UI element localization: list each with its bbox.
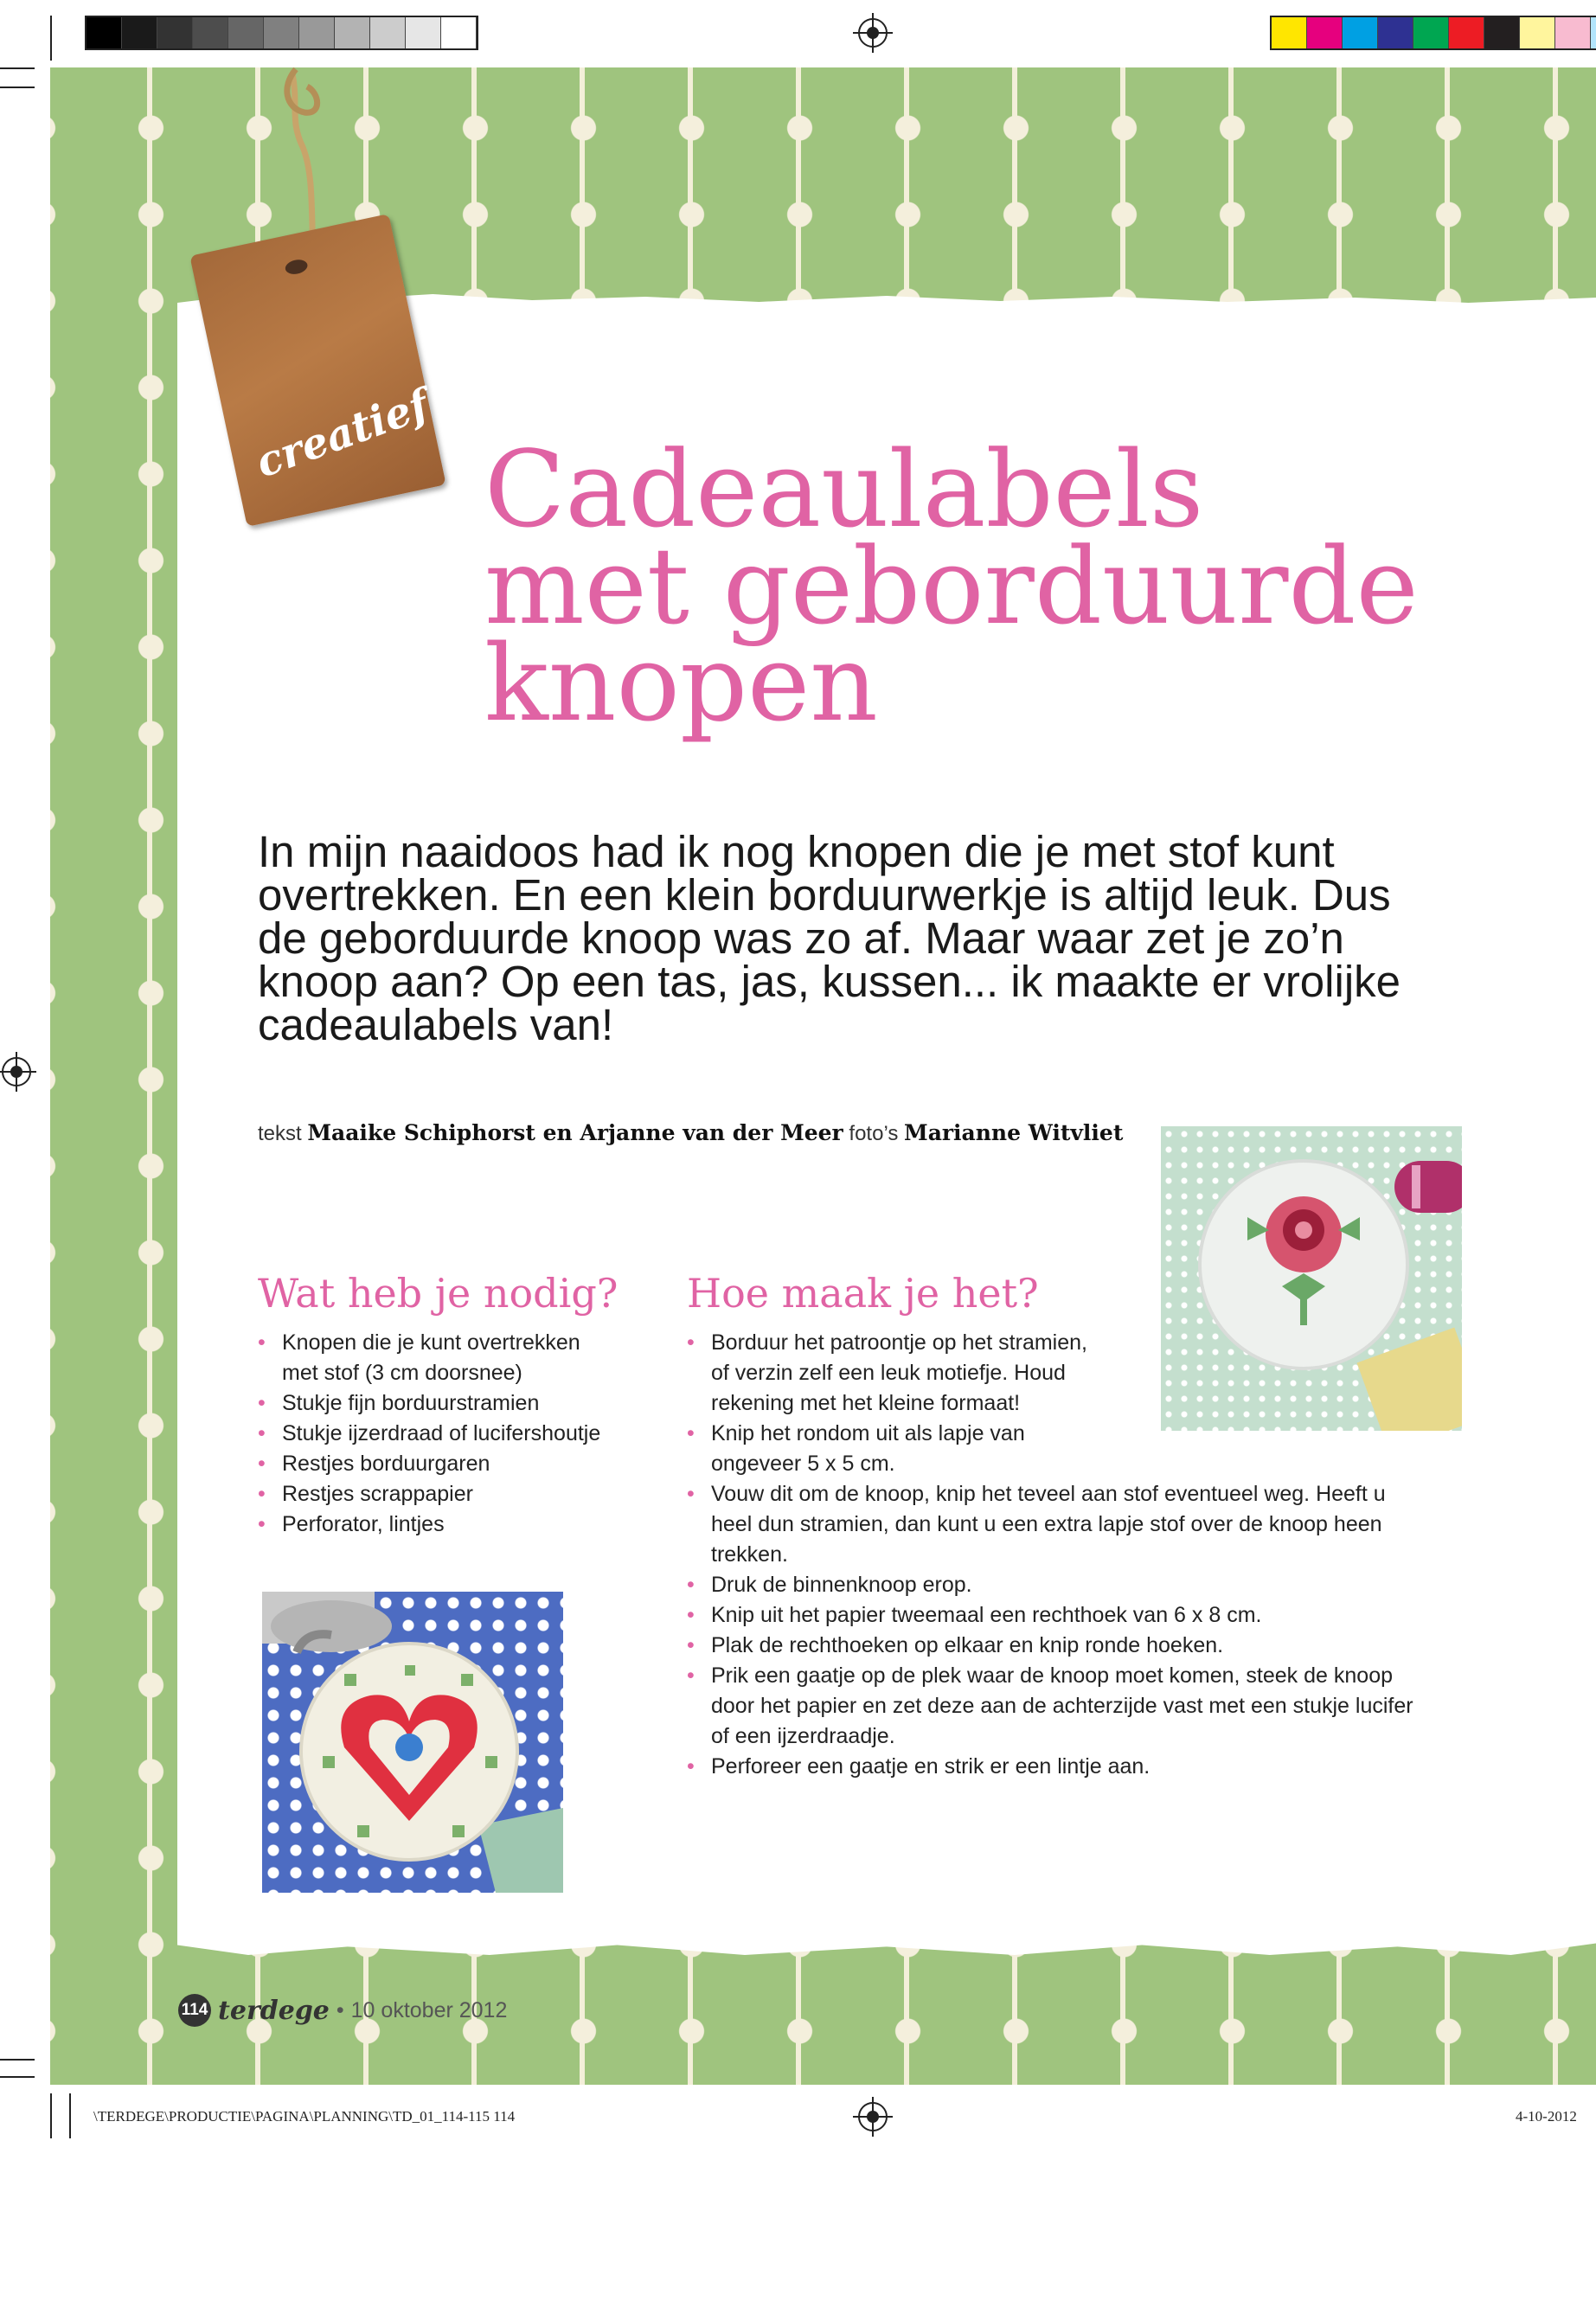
howto-list (687, 1328, 1483, 1782)
howto-step-line: Vouw dit om de knoop, knip het teveel aan stof eventueel weg. Heeft u (711, 1482, 1386, 1506)
crop-mark (0, 2076, 35, 2078)
registration-mark-icon (2, 1057, 31, 1086)
list-item (687, 1752, 1483, 1782)
needs-item-cont: met stof (3 cm doorsnee) (282, 1361, 522, 1385)
list-item (687, 1631, 1483, 1661)
howto-step-line: rekening met het kleine formaat! (711, 1391, 1021, 1415)
print-slug-path: \TERDEGE\PRODUCTIE\PAGINA\PLANNING\TD_01_114-115 114 (93, 2108, 516, 2125)
howto-step-line: Borduur het patroontje op het stramien, (711, 1330, 1087, 1355)
needs-item: Restjes scrappapier (282, 1482, 473, 1506)
list-item (258, 1509, 673, 1540)
needs-item: Stukje ijzerdraad of lucifershoutje (282, 1421, 601, 1445)
list-item (258, 1419, 673, 1449)
tag-label: creatief (249, 380, 436, 488)
registration-mark-icon (858, 2102, 888, 2131)
page-folio (178, 1994, 507, 2027)
list-item (687, 1570, 1483, 1600)
title-line: knopen (484, 622, 878, 745)
list-item (258, 1449, 673, 1479)
howto-step-line: Druk de binnenknoop erop. (711, 1573, 972, 1597)
list-item (687, 1419, 1483, 1479)
needs-item: Knopen die je kunt overtrekken (282, 1330, 580, 1355)
howto-step-line: trekken. (711, 1542, 788, 1567)
issue-date: 10 oktober 2012 (350, 1997, 508, 2022)
embroidered-heart-button-icon (262, 1592, 563, 1893)
howto-step-line: Plak de rechthoeken op elkaar en knip ronde hoeken. (711, 1633, 1224, 1657)
needs-list (258, 1328, 673, 1540)
crop-mark (69, 2093, 71, 2138)
list-item (258, 1388, 673, 1419)
list-item (687, 1479, 1483, 1570)
list-item (687, 1600, 1483, 1631)
intro-line: knoop aan? Op een tas, jas, kussen... ik maakte er vrolijke (258, 957, 1401, 1006)
crop-mark (50, 2093, 52, 2138)
needs-heading: Wat heb je nodig? (258, 1270, 619, 1317)
list-item (258, 1479, 673, 1509)
intro-line: cadeaulabels van! (258, 1000, 614, 1049)
credits-line (258, 1120, 1123, 1146)
list-item (258, 1328, 673, 1388)
intro-line: overtrekken. En een klein borduurwerkje is altijd leuk. Dus (258, 870, 1391, 920)
howto-step-line: Knip uit het papier tweemaal een rechthoek van 6 x 8 cm. (711, 1603, 1262, 1627)
credits-photographer: Marianne Witvliet (904, 1120, 1124, 1145)
howto-heading: Hoe maak je het? (687, 1270, 1039, 1317)
heart-button-photo (262, 1592, 563, 1893)
howto-step-line: Knip het rondom uit als lapje van (711, 1421, 1025, 1445)
list-item (687, 1661, 1483, 1752)
needs-item: Perforator, lintjes (282, 1512, 445, 1536)
howto-step-line: ongeveer 5 x 5 cm. (711, 1452, 895, 1476)
title-line: met geborduurde (484, 525, 1419, 648)
credits-authors: Maaike Schiphorst en Arjanne van der Meer (307, 1120, 843, 1145)
print-slug-date: 4-10-2012 (1516, 2108, 1577, 2125)
needs-item: Stukje fijn borduurstramien (282, 1391, 540, 1415)
intro-paragraph (258, 827, 1486, 1049)
howto-step-line: of een ijzerdraadje. (711, 1724, 895, 1748)
magazine-brand: terdege (218, 1995, 330, 2026)
credits-photo-label: foto’s (849, 1122, 899, 1145)
howto-step-line: Perforeer een gaatje en strik er een lintje aan. (711, 1754, 1151, 1779)
article-title (484, 428, 1566, 745)
folio-separator: • (336, 1997, 344, 2022)
needs-item: Restjes borduurgaren (282, 1452, 490, 1476)
intro-line: de geborduurde knoop was zo af. Maar waar zet je zo’n (258, 913, 1344, 963)
howto-step-line: heel dun stramien, dan kunt u een extra lapje stof over de knoop heen (711, 1512, 1382, 1536)
intro-line: In mijn naaidoos had ik nog knopen die je met stof kunt (258, 827, 1335, 876)
page-number: 114 (178, 1994, 211, 2027)
title-line: Cadeaulabels (484, 428, 1204, 551)
credits-text-label: tekst (258, 1122, 302, 1145)
howto-step-line: door het papier en zet deze aan de achterzijde vast met een stukje lucifer (711, 1694, 1413, 1718)
list-item (687, 1328, 1483, 1419)
tag-hole (284, 258, 309, 276)
howto-step-line: Prik een gaatje op de plek waar de knoop moet komen, steek de knoop (711, 1663, 1394, 1688)
crop-mark (0, 2059, 35, 2061)
howto-step-line: of verzin zelf een leuk motiefje. Houd (711, 1361, 1066, 1385)
